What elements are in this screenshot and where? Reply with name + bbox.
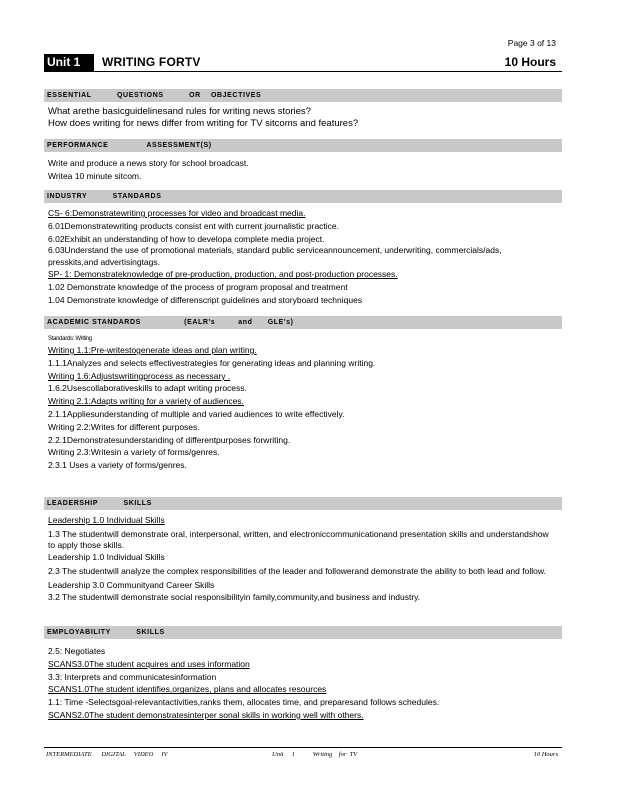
- industry-line: 1.04 Demonstrate knowledge of differenscript guidelines and storyboard techniques: [48, 294, 363, 305]
- section-header-leadership: LEADERSHIP SKILLS: [44, 497, 562, 510]
- academic-line: 1.6.2Usescollaborativeskills to adapt writing process.: [48, 383, 247, 394]
- section-header-industry: INDUSTRY STANDARDS: [44, 190, 562, 203]
- academic-standard: Writing 1.1:Pre-writestogenerate ideas and plan writing.: [48, 345, 257, 355]
- footer-course: INTERMEDIATE DIGITAL VIDEO IV: [46, 751, 168, 758]
- employability-scans: SCANS1.0The student identifies,organizes, plans and allocates resources: [48, 684, 327, 695]
- academic-line: Writing 2.3:Writesin a variety of forms/genres.: [48, 447, 220, 458]
- academic-line: 2.2.1Demonstratesunderstanding of differentpurposes forwriting.: [48, 434, 291, 445]
- section-header-academic: ACADEMIC STANDARDS (EALR's and GLE's): [44, 316, 562, 329]
- section-header-employability: EMPLOYABILITY SKILLS: [44, 626, 562, 639]
- academic-line: 2.3.1 Uses a variety of forms/genres.: [48, 460, 187, 471]
- academic-line: Writing 2.2:Writes for different purposes.: [48, 421, 200, 432]
- employability-scans: SCANS2.0The student demonstratesinterper sonal skills in working well with others.: [48, 709, 364, 720]
- unit-title: WRITING FORTV: [102, 55, 201, 69]
- industry-line: 1.02 Demonstrate knowledge of the process of program proposal and treatment: [48, 282, 348, 293]
- academic-line: 2.1.1Appliesunderstanding of multiple and varied audiences to write effectively.: [48, 408, 345, 419]
- essential-line: How does writing for news differ from writing for TV sitcoms and features?: [48, 118, 359, 129]
- academic-line: 1.1.1Analyzes and selects effectivestrategies for generating ideas and planning writing.: [48, 357, 376, 368]
- performance-body: [48, 157, 553, 183]
- industry-line: 6.01Demonstratewriting products consist ent with current journalistic practice.: [48, 220, 340, 231]
- unit-header: [44, 54, 562, 72]
- leadership-line: Leadership 1.0 Individual Skills: [48, 551, 165, 562]
- leadership-line: 2.3 The studentwill analyze the complex responsibilities of the leader and followerand demonstrate the ability to both lead and follow.: [48, 565, 546, 576]
- leadership-heading: Leadership 1.0 Individual Skills: [48, 515, 165, 525]
- leadership-line: 1.3 The studentwill demonstrate oral, interpersonal, written, and electroniccommunicationand presentation skills and understandshow to apply those skills.: [48, 528, 549, 550]
- section-header-performance: PERFORMANCE ASSESSMENT(S): [44, 139, 562, 152]
- employability-line: 1.1: Time -Selectsgoal-relevantactivities,ranks them, allocates time, and preparesand follows schedules.: [48, 697, 440, 708]
- industry-line: 6.02Exhibit an understanding of how to developa complete media project.: [48, 233, 325, 244]
- employability-line: 3.3: Interprets and communicatesinformation: [48, 671, 217, 682]
- performance-line: Write and produce a news story for school broadcast.: [48, 158, 249, 168]
- industry-standard-link: CS- 6:Demonstratewriting processes for video and broadcast media.: [48, 208, 306, 218]
- academic-body: [48, 334, 553, 472]
- academic-subhead: Standards: Writing: [48, 336, 92, 342]
- industry-standard-link: SP- 1: Demonstrateknowledge of pre-production, production, and post-production processes.: [48, 269, 398, 280]
- footer-hours: 10 Hours: [533, 751, 558, 758]
- essential-line: What arethe basicguidelinesand rules for writing news stories?: [48, 106, 311, 117]
- performance-line: Writea 10 minute sitcom.: [48, 170, 142, 181]
- leadership-line: 3.2 The studentwill demonstrate social responsibilityin family,community,and business and industry.: [48, 592, 421, 603]
- academic-standard: Writing 2.1:Adapts writing for a variety of audiences.: [48, 396, 244, 407]
- footer-unit: Unit 1 Writing for TV: [272, 751, 358, 758]
- employability-line: 2.5: Negotiates: [48, 646, 106, 656]
- leadership-line: Leadership 3.0 Communityand Career Skills: [48, 579, 215, 590]
- employability-body: [48, 645, 553, 722]
- page-number: Page 3 of 13: [507, 38, 556, 48]
- industry-line: 6.03Understand the use of promotional materials, standard public serviceannouncement, underwriting, commercials/ads, presskits,and advertisingtags.: [48, 245, 502, 267]
- unit-hours: 10 Hours: [504, 55, 556, 69]
- leadership-body: [48, 514, 553, 604]
- employability-scans: SCANS3.0The student acquires and uses information: [48, 658, 250, 669]
- page-footer: [44, 747, 562, 758]
- essential-body: [48, 106, 553, 130]
- unit-label: Unit 1: [44, 54, 94, 71]
- academic-standard: Writing 1.6:Adjustswritingprocess as necessary .: [48, 370, 231, 381]
- industry-body: [48, 207, 553, 307]
- section-header-essential: ESSENTIAL QUESTIONS OR OBJECTIVES: [44, 89, 562, 102]
